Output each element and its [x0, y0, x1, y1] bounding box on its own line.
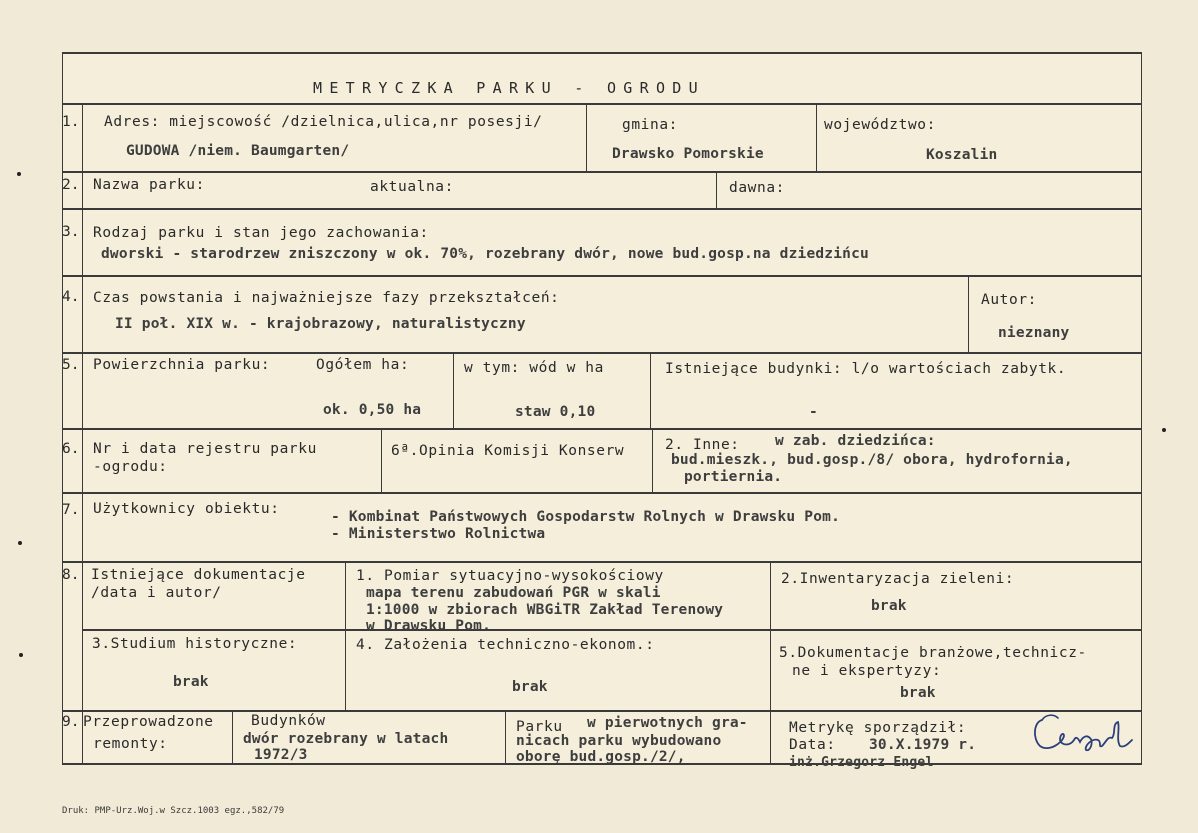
park-name-current-label: aktualna:	[370, 179, 454, 195]
row-number-9: 9.	[62, 714, 80, 730]
technical-assumptions-value: brak	[512, 679, 548, 695]
park-renovation-label: Parku	[516, 719, 563, 735]
top-border	[62, 52, 1142, 54]
users-value-line1: - Kombinat Państwowych Gospodarstw Rolnych w Drawsku Pom.	[331, 509, 840, 525]
v-row6-b	[652, 428, 653, 492]
greenery-inventory-value: brak	[871, 598, 907, 614]
address-label: Adres: miejscowość /dzielnica,ulica,nr posesji/	[104, 114, 543, 130]
survey-label: 1. Pomiar sytuacyjno-wysokościowy	[356, 568, 664, 584]
survey-value-line3: w Drawsku Pom.	[366, 618, 492, 634]
sector-documentation-value: brak	[900, 685, 936, 701]
v-row2	[716, 171, 717, 208]
documentation-label-line2: /data i autor/	[91, 585, 222, 601]
park-renovation-line3: oborę bud.gosp./2/,	[516, 749, 686, 765]
voivodeship-value: Koszalin	[926, 147, 998, 163]
left-border	[62, 52, 63, 764]
buildings-renovation-line1: dwór rozebrany w latach	[243, 731, 449, 747]
creation-value: II poł. XIX w. - krajobrazowy, naturalistyczny	[115, 316, 526, 332]
sector-documentation-label-line2: ne i ekspertyzy:	[792, 663, 942, 679]
park-renovation-line2: nicach parku wybudowano	[516, 733, 722, 749]
rule-5	[62, 428, 1142, 430]
rule-4	[62, 352, 1142, 354]
row-number-2: 2.	[62, 177, 80, 193]
historical-study-value: brak	[173, 674, 209, 690]
row-number-5: 5.	[62, 357, 80, 373]
rule-2	[62, 208, 1142, 210]
area-label: Powierzchnia parku:	[93, 357, 271, 373]
park-name-label: Nazwa parku:	[93, 177, 205, 193]
v-row8-b	[770, 561, 771, 710]
other-value-line3: portiernia.	[684, 469, 783, 485]
row-number-3: 3.	[62, 224, 80, 240]
v-row5-b	[650, 352, 651, 428]
rule-1	[62, 171, 1142, 173]
renovations-label-line2: remonty:	[93, 736, 168, 752]
row-number-6: 6.	[62, 441, 80, 457]
v-row1-a	[586, 103, 587, 171]
address-value: GUDOWA /niem. Baumgarten/	[126, 143, 350, 159]
existing-buildings-value: -	[809, 404, 818, 420]
existing-buildings-label: Istniejące budynki: l/o wartościach zabytk.	[665, 361, 1067, 377]
number-column-line	[82, 103, 83, 764]
park-type-label: Rodzaj parku i stan jego zachowania:	[93, 225, 429, 241]
punch-hole-4	[1162, 428, 1166, 432]
users-value-line2: - Ministerstwo Rolnictwa	[331, 526, 546, 542]
area-total-label: Ogółem ha:	[316, 357, 410, 373]
v-row4	[968, 275, 969, 352]
rule-8b	[62, 710, 1142, 712]
prepared-by-value: inż.Grzegorz Engel	[789, 755, 934, 770]
v-row9-a	[232, 710, 233, 763]
date-value: 30.X.1979 r.	[869, 737, 977, 753]
voivodeship-label: województwo:	[824, 117, 936, 133]
park-type-value: dworski - starodrzew zniszczony w ok. 70%, rozebrany dwór, nowe bud.gosp.na dziedzińcu	[101, 246, 869, 262]
users-label: Użytkownicy obiektu:	[93, 501, 280, 517]
punch-hole-1	[17, 172, 21, 176]
author-value: nieznany	[998, 325, 1070, 341]
v-row9-b	[505, 710, 506, 763]
other-value-line1: w zab. dziedzińca:	[775, 433, 936, 449]
register-label-line1: Nr i data rejestru parku	[93, 441, 317, 457]
handwritten-signature	[1028, 706, 1138, 766]
survey-value-line2: 1:1000 w zbiorach WBGiTR Zakład Terenowy	[366, 602, 724, 618]
gmina-label: gmina:	[622, 117, 678, 133]
row-number-7: 7.	[62, 502, 80, 518]
row-number-1: 1.	[62, 114, 80, 130]
gmina-value: Drawsko Pomorskie	[612, 146, 764, 162]
rule-3	[62, 275, 1142, 277]
v-row5-a	[453, 352, 454, 428]
author-label: Autor:	[981, 292, 1037, 308]
documentation-label-line1: Istniejące dokumentacje	[91, 567, 306, 583]
v-row9-c	[770, 710, 771, 763]
greenery-inventory-label: 2.Inwentaryzacja zieleni:	[781, 571, 1015, 587]
buildings-renovation-line2: 1972/3	[254, 747, 308, 763]
rule-8a	[82, 629, 1142, 631]
buildings-renovation-label: Budynków	[251, 713, 326, 729]
v-row8-a	[345, 561, 346, 710]
park-renovation-line1: w pierwotnych gra-	[587, 715, 748, 731]
water-label: w tym: wód w ha	[464, 360, 604, 376]
other-label: 2. Inne:	[665, 437, 740, 453]
rule-title	[62, 103, 1142, 105]
punch-hole-3	[19, 653, 23, 657]
v-row1-b	[816, 103, 817, 171]
punch-hole-2	[18, 541, 22, 545]
prepared-by-label: Metrykę sporządził:	[789, 720, 967, 736]
area-total-value: ok. 0,50 ha	[323, 402, 422, 418]
right-border	[1141, 52, 1142, 764]
historical-study-label: 3.Studium historyczne:	[92, 636, 298, 652]
register-label-line2: -ogrodu:	[93, 459, 168, 475]
v-row6-a	[381, 428, 382, 492]
document-title: METRYCZKA PARKU - OGRODU	[313, 79, 705, 97]
sector-documentation-label-line1: 5.Dokumentacje branżowe,technicz-	[779, 645, 1087, 661]
water-value: staw 0,10	[515, 404, 596, 420]
conservator-opinion-label: 6ª.Opinia Komisji Konserw	[391, 443, 625, 459]
park-name-former-label: dawna:	[729, 180, 785, 196]
rule-7	[62, 561, 1142, 563]
row-number-8: 8.	[62, 567, 80, 583]
rule-6	[62, 492, 1142, 494]
other-value-line2: bud.mieszk., bud.gosp./8/ obora, hydrofornia,	[671, 452, 1073, 468]
survey-value-line1: mapa terenu zabudowań PGR w skali	[366, 585, 661, 601]
renovations-label-line1: Przeprowadzone	[83, 714, 214, 730]
technical-assumptions-label: 4. Założenia techniczno-ekonom.:	[356, 637, 655, 653]
date-label: Data:	[789, 737, 836, 753]
row-number-4: 4.	[62, 289, 80, 305]
print-footer: Druk: PMP-Urz.Woj.w Szcz.1003 egz.,582/79	[62, 806, 285, 816]
creation-label: Czas powstania i najważniejsze fazy przekształceń:	[93, 290, 560, 306]
